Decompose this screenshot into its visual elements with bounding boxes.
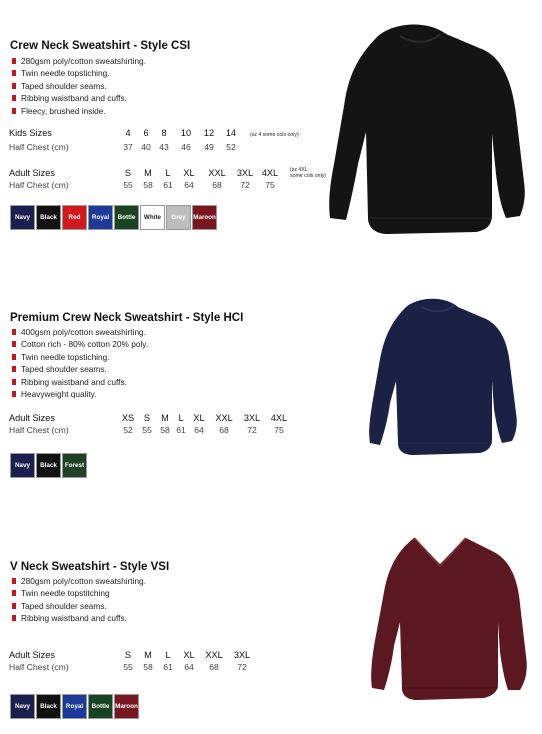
swatch-bottle[interactable]: Bottle <box>114 205 139 230</box>
half-chest-label: Half Chest (cm) <box>9 142 69 152</box>
garment-body <box>371 538 527 700</box>
feature-item: Ribbing waistband and cuffs. <box>11 376 148 388</box>
feature-item: Twin needle topstitching <box>11 587 146 599</box>
chest-cell: 68 <box>209 662 219 672</box>
chest-cell: 72 <box>240 180 250 190</box>
swatch-black[interactable]: Black <box>36 205 61 230</box>
swatch-red[interactable]: Red <box>62 205 87 230</box>
chest-cell: 46 <box>181 142 191 152</box>
size-cell: L <box>178 413 184 423</box>
chest-cell: 75 <box>265 180 275 190</box>
chest-cell: 52 <box>226 142 236 152</box>
chest-cell: 64 <box>194 425 204 435</box>
chest-cell: 58 <box>143 180 153 190</box>
half-chest-label: Half Chest (cm) <box>9 425 69 435</box>
swatch-royal[interactable]: Royal <box>62 694 87 719</box>
size-cell: S <box>124 650 132 660</box>
feature-item: Heavyweight quality. <box>11 388 148 400</box>
product-title: Crew Neck Sweatshirt - Style CSI <box>10 40 191 52</box>
size-cell: 10 <box>180 128 192 138</box>
feature-item: 280gsm poly/cotton sweatshirting. <box>11 55 146 67</box>
bullet-icon <box>12 603 16 609</box>
feature-item: 280gsm poly/cotton sweatshirting. <box>11 575 146 587</box>
size-cell: 4 <box>125 128 131 138</box>
swatch-grey[interactable]: Grey <box>166 205 191 230</box>
feature-item: Ribbing waistband and cuffs. <box>11 612 146 624</box>
chest-cell: 49 <box>204 142 214 152</box>
bullet-icon <box>12 578 16 584</box>
adult-sizes-label: Adult Sizes <box>9 650 55 660</box>
size-cell: XXL <box>208 168 226 178</box>
size-cell: M <box>144 650 152 660</box>
chest-cell: 43 <box>159 142 169 152</box>
swatch-black[interactable]: Black <box>36 453 61 478</box>
chest-cell: 72 <box>247 425 257 435</box>
swatch-navy[interactable]: Navy <box>10 694 35 719</box>
feature-item: Ribbing waistband and cuffs. <box>11 92 146 104</box>
feature-item: Twin needle topstiching. <box>11 67 146 79</box>
chest-cell: 64 <box>184 662 194 672</box>
size-cell: L <box>165 650 171 660</box>
size-cell: 3XL <box>236 168 254 178</box>
swatch-navy[interactable]: Navy <box>10 205 35 230</box>
adult-chest-row <box>9 662 329 676</box>
chest-cell: 61 <box>163 180 173 190</box>
chest-cell: 37 <box>123 142 133 152</box>
size-cell: 8 <box>161 128 167 138</box>
chest-cell: 55 <box>142 425 152 435</box>
swatch-bottle[interactable]: Bottle <box>88 694 113 719</box>
size-cell: 6 <box>143 128 149 138</box>
chest-cell: 75 <box>274 425 284 435</box>
chest-cell: 52 <box>123 425 133 435</box>
chest-cell: 68 <box>219 425 229 435</box>
size-cell: L <box>165 168 171 178</box>
chest-cell: 58 <box>160 425 170 435</box>
product-title: V Neck Sweatshirt - Style VSI <box>10 561 170 573</box>
swatch-navy[interactable]: Navy <box>10 453 35 478</box>
kids-sizes-label: Kids Sizes <box>9 128 52 138</box>
feature-item: 400gsm poly/cotton sweatshirting. <box>11 326 148 338</box>
adult-sizes-label: Adult Sizes <box>9 168 55 178</box>
chest-cell: 68 <box>212 180 222 190</box>
swatch-maroon[interactable]: Maroon <box>114 694 139 719</box>
chest-cell: 55 <box>123 180 133 190</box>
feature-item: Taped shoulder seams. <box>11 600 146 612</box>
chest-cell: 55 <box>123 662 133 672</box>
size-cell: XL <box>183 168 195 178</box>
size-cell: S <box>143 413 151 423</box>
size-cell: 14 <box>225 128 237 138</box>
chest-cell: 64 <box>184 180 194 190</box>
chest-cell: 72 <box>237 662 247 672</box>
v-neck-sweatshirt-image <box>362 530 538 708</box>
half-chest-label: Half Chest (cm) <box>9 180 69 190</box>
product-title: Premium Crew Neck Sweatshirt - Style HCI <box>10 312 244 324</box>
size-note: (sz 4XL some cols only) <box>290 167 327 179</box>
swatch-maroon[interactable]: Maroon <box>192 205 217 230</box>
size-cell: XXL <box>205 650 223 660</box>
adult-sizes-label: Adult Sizes <box>9 413 55 423</box>
size-cell: 3XL <box>243 413 261 423</box>
size-note: (sz 4 some cols only) <box>250 132 299 138</box>
swatch-white[interactable]: White <box>140 205 165 230</box>
size-cell: 4XL <box>270 413 288 423</box>
chest-cell: 61 <box>163 662 173 672</box>
size-cell: XS <box>121 413 135 423</box>
feature-item: Taped shoulder seams. <box>11 80 146 92</box>
bullet-icon <box>12 590 16 596</box>
size-cell: XL <box>183 650 195 660</box>
size-cell: 4XL <box>261 168 279 178</box>
bullet-icon <box>12 615 16 621</box>
feature-item: Fleecy, brushed inside. <box>11 105 146 117</box>
half-chest-label: Half Chest (cm) <box>9 662 69 672</box>
size-cell: M <box>144 168 152 178</box>
size-cell: 12 <box>203 128 215 138</box>
size-cell: XXL <box>215 413 233 423</box>
chest-cell: 58 <box>143 662 153 672</box>
swatch-royal[interactable]: Royal <box>88 205 113 230</box>
feature-list <box>11 575 146 625</box>
size-cell: M <box>161 413 169 423</box>
feature-item: Twin needle topstiching. <box>11 351 148 363</box>
feature-item: Taped shoulder seams. <box>11 363 148 375</box>
chest-cell: 40 <box>141 142 151 152</box>
colour-swatches <box>10 694 139 719</box>
swatch-forest[interactable]: Forest <box>62 453 87 478</box>
feature-item: Cotton rich - 80% cotton 20% poly. <box>11 338 148 350</box>
size-cell: 3XL <box>233 650 251 660</box>
swatch-black[interactable]: Black <box>36 694 61 719</box>
size-cell: S <box>124 168 132 178</box>
chest-cell: 61 <box>176 425 186 435</box>
size-cell: XL <box>193 413 205 423</box>
